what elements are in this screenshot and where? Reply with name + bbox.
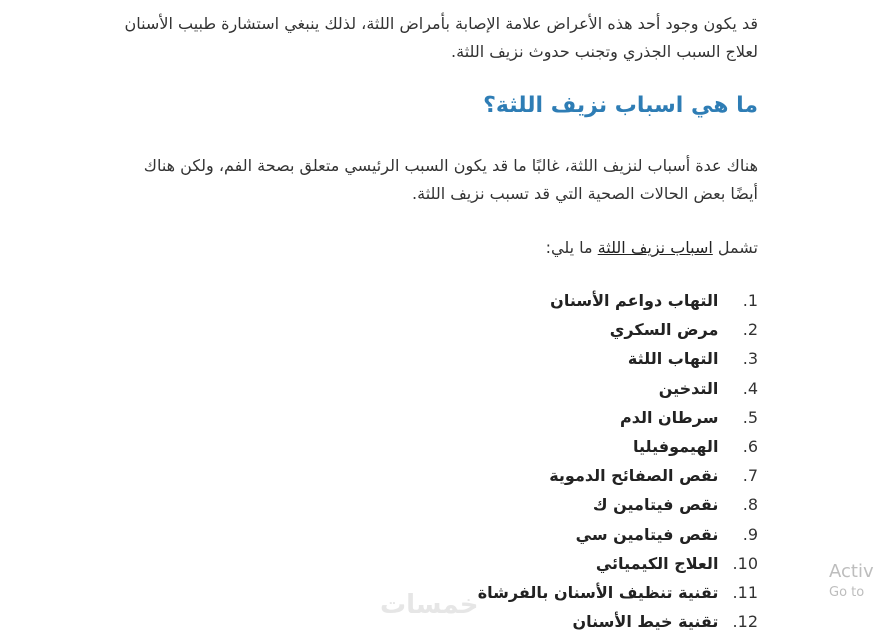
list-intro-suffix: ما يلي:: [545, 238, 593, 257]
list-item-number: 6.: [742, 436, 758, 456]
list-item-text: نقص فيتامين ك: [592, 495, 719, 515]
site-watermark: خمسات: [380, 590, 479, 620]
list-item-number: 7.: [742, 466, 758, 486]
list-item: [120, 520, 758, 549]
list-item: [120, 286, 758, 315]
list-item-text: العلاج الكيميائي: [595, 553, 719, 573]
list-item-number: 9.: [742, 524, 758, 544]
list-item-text: التهاب دواعم الأسنان: [550, 291, 719, 310]
list-item-number: 4.: [742, 378, 758, 398]
causes-paragraph: هناك عدة أسباب لنزيف اللثة، غالبًا ما قد يكون السبب الرئيسي متعلق بصحة الفم، ولكن هناك أيضًا بعض الحالات الصحية التي قد تسبب نزيف اللثة.: [143, 156, 758, 203]
list-item: [120, 344, 758, 373]
list-item-number: 5.: [742, 407, 758, 427]
intro-paragraph: قد يكون وجود أحد هذه الأعراض علامة الإصابة بأمراض اللثة، لذلك ينبغي استشارة طبيب الأسنان لعلاج السبب الجذري وتجنب حدوث نزيف اللثة.: [124, 14, 758, 61]
list-item: [120, 490, 758, 519]
activation-title: Activ: [829, 561, 874, 582]
list-item: [120, 374, 758, 403]
list-item-text: التهاب اللثة: [627, 349, 719, 369]
causes-link[interactable]: اسباب نزيف اللثة: [597, 238, 713, 257]
list-item-number: 3.: [742, 349, 758, 369]
causes-list: [120, 286, 758, 636]
windows-activation-notice: [829, 560, 874, 602]
list-item-text: التدخين: [658, 378, 719, 398]
list-item: [120, 315, 758, 344]
list-item-number: 8.: [742, 495, 758, 515]
list-item-number: 2.: [742, 320, 758, 340]
activation-subtitle: Go to: [829, 585, 865, 600]
list-intro-prefix: تشمل: [717, 238, 758, 257]
list-item-text: نقص الصفائح الدموية: [549, 466, 719, 486]
list-item-text: سرطان الدم: [619, 407, 719, 427]
list-item-number: 1.: [742, 291, 758, 310]
list-intro: [546, 234, 758, 262]
list-item-text: مرض السكري: [609, 320, 719, 340]
list-item: [120, 461, 758, 490]
section-heading: ما هي اسباب نزيف اللثة؟: [483, 93, 758, 118]
list-item-text: تقنية تنظيف الأسنان بالفرشاة: [477, 582, 719, 602]
list-item-number: 10.: [732, 553, 758, 573]
list-item: [120, 549, 758, 578]
list-item-text: الهيموفيليا: [633, 436, 719, 456]
list-item-number: 11.: [732, 582, 758, 602]
list-item: [120, 403, 758, 432]
list-item-text: تقنية خيط الأسنان: [572, 612, 719, 632]
list-item-number: 12.: [732, 612, 758, 632]
list-item-text: نقص فيتامين سي: [575, 524, 719, 544]
list-item: [120, 432, 758, 461]
